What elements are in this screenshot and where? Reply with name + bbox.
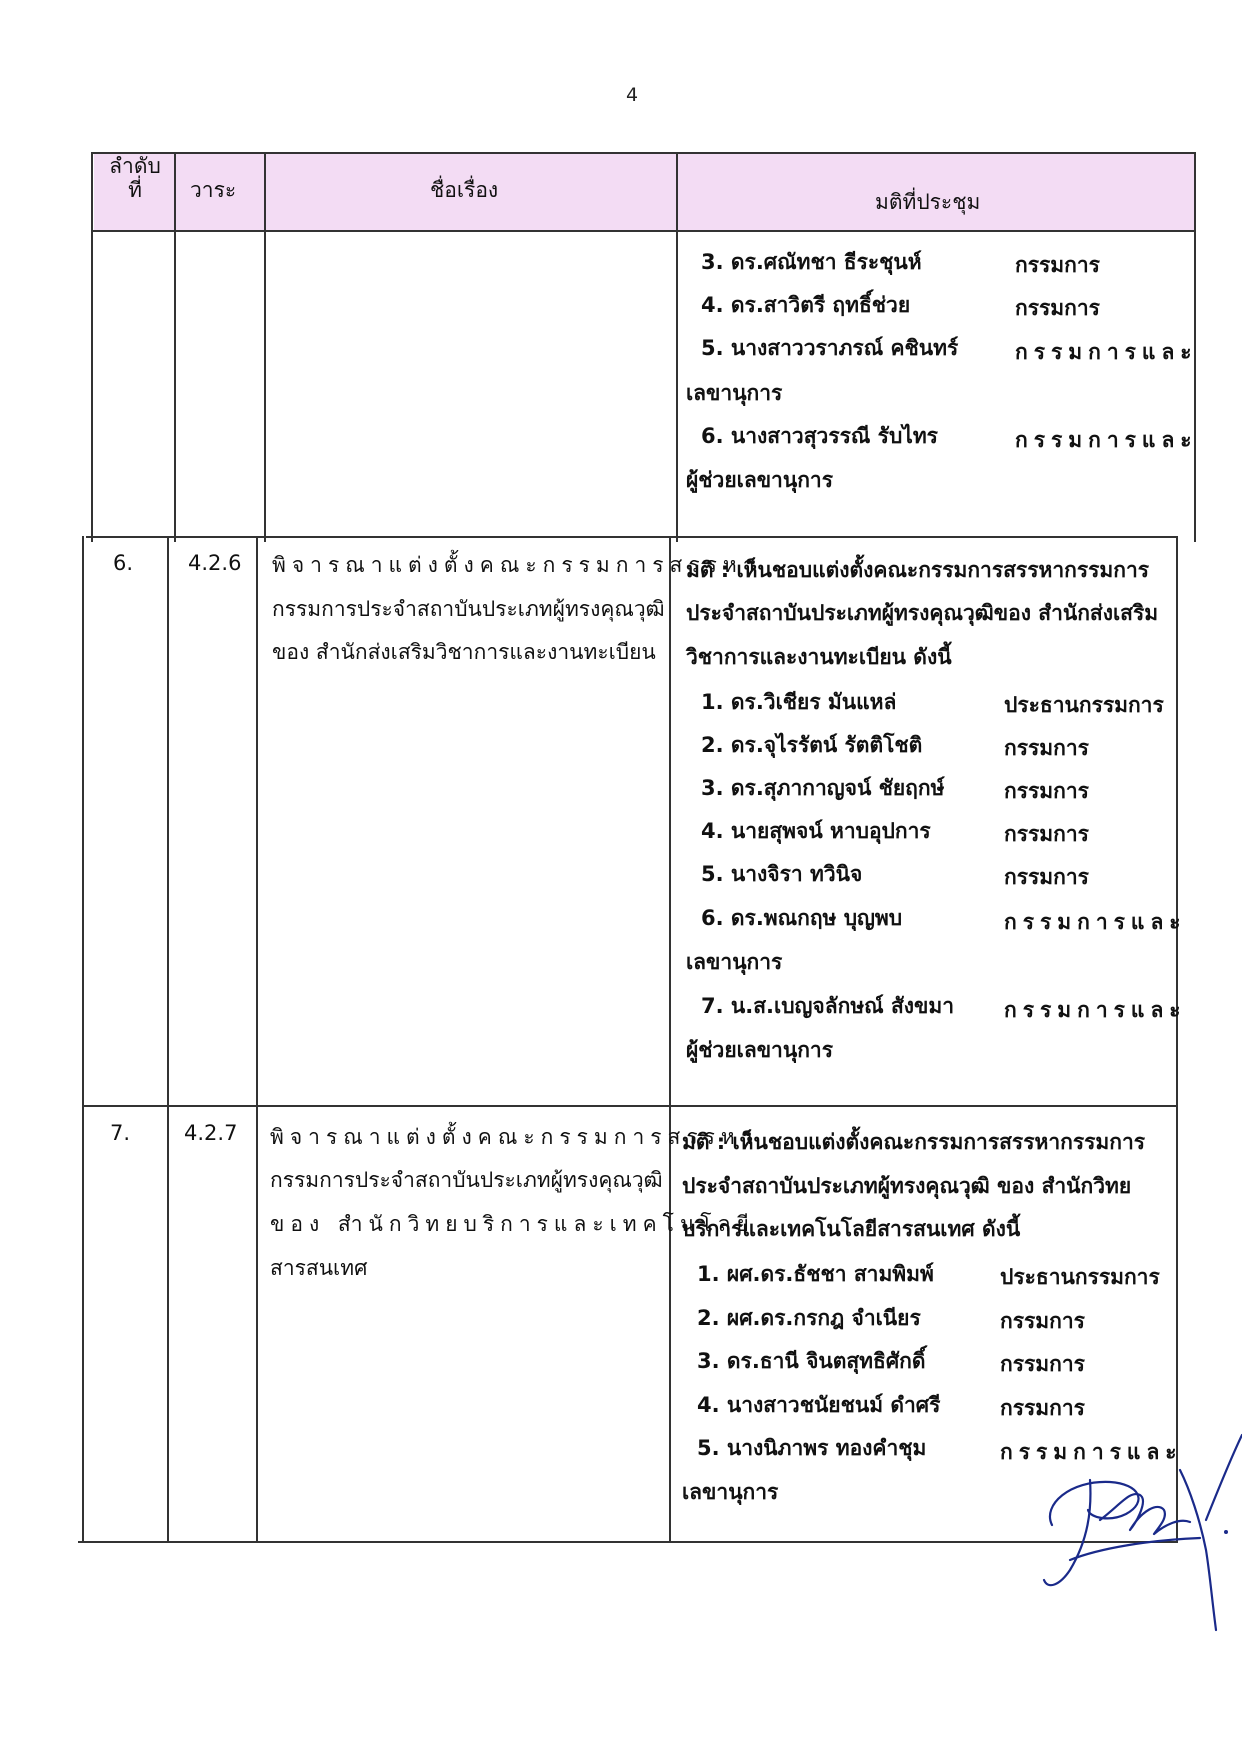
member-role: กรรมการและ xyxy=(1015,340,1198,364)
member-role: กรรมการ xyxy=(1004,865,1089,889)
member-role: กรรมการ xyxy=(1004,736,1089,760)
header-col-no-line1: ลำดับ xyxy=(109,154,161,178)
header-bottom-border xyxy=(92,230,1196,232)
member-name: 3. ดร.ธานี จินตสุทธิศักดิ์ xyxy=(697,1349,926,1373)
col-divider-agenda xyxy=(256,536,258,1543)
member-role: กรรมการ xyxy=(1004,822,1089,846)
handwritten-signature xyxy=(1030,1410,1242,1640)
member-role: กรรมการ xyxy=(1000,1309,1085,1333)
member-role-cont: เลขานุการ xyxy=(686,950,783,974)
member-name: 6. ดร.พณกฤษ บุญพบ xyxy=(701,906,903,930)
member-role-cont: ผู้ช่วยเลขานุการ xyxy=(686,468,833,492)
row-agenda: 4.2.7 xyxy=(184,1121,238,1145)
member-name: 2. ผศ.ดร.กรกฎ จำเนียร xyxy=(697,1306,921,1330)
table-left-border xyxy=(82,536,84,1543)
row-subject-line: สารสนเทศ xyxy=(270,1256,368,1280)
header-col-agenda: วาระ xyxy=(190,178,237,202)
row-subject-line: ของ สำนักส่งเสริมวิชาการและงานทะเบียน xyxy=(272,640,656,664)
member-name: 2. ดร.จุไรรัตน์ รัตติโชติ xyxy=(701,733,923,757)
table-header-background xyxy=(94,154,1194,230)
member-role: กรรมการ xyxy=(1000,1352,1085,1376)
member-role: ประธานกรรมการ xyxy=(1000,1265,1160,1289)
member-role: กรรมการและ xyxy=(1000,1440,1183,1464)
resolution-line: มติ : เห็นชอบแต่งตั้งคณะกรรมการสรรหากรรมการ xyxy=(686,558,1150,582)
row-divider xyxy=(86,536,1178,538)
row-no: 6. xyxy=(113,551,134,575)
row-subject-line: กรรมการประจำสถาบันประเภทผู้ทรงคุณวุฒิ xyxy=(270,1168,663,1192)
member-role: กรรมการ xyxy=(1015,296,1100,320)
member-role: ประธานกรรมการ xyxy=(1004,693,1164,717)
row-subject-line: กรรมการประจำสถาบันประเภทผู้ทรงคุณวุฒิ xyxy=(272,597,665,621)
member-name: 5. นางจิรา ทวินิจ xyxy=(701,862,863,886)
member-role-cont: เลขานุการ xyxy=(686,381,783,405)
member-role-cont: ผู้ช่วยเลขานุการ xyxy=(686,1038,833,1062)
member-name: 3. ดร.สุภากาญจน์ ชัยฤกษ์ xyxy=(701,776,945,800)
member-role-cont: เลขานุการ xyxy=(682,1480,779,1504)
resolution-line: ประจำสถาบันประเภทผู้ทรงคุณวุฒิของ สำนักส่งเสริม xyxy=(686,601,1159,625)
member-role: กรรมการ xyxy=(1015,253,1100,277)
col-divider-agenda xyxy=(264,152,266,542)
col-divider-subject xyxy=(676,152,678,542)
row-subject-line: พิจารณาแต่งตั้งคณะกรรมการสรรหา xyxy=(270,1125,759,1149)
member-role: กรรมการและ xyxy=(1015,428,1198,452)
member-name: 4. ดร.สาวิตรี ฤทธิ์ช่วย xyxy=(701,293,911,317)
resolution-line: มติ : เห็นชอบแต่งตั้งคณะกรรมการสรรหากรรมการ xyxy=(682,1130,1146,1154)
member-role: กรรมการ xyxy=(1004,779,1089,803)
member-role: กรรมการ xyxy=(1000,1396,1085,1420)
resolution-line: วิชาการและงานทะเบียน ดังนี้ xyxy=(686,645,952,669)
resolution-line: ประจำสถาบันประเภทผู้ทรงคุณวุฒิ ของ สำนักวิทย xyxy=(682,1174,1132,1198)
member-name: 5. นางนิภาพร ทองคำชุม xyxy=(697,1436,927,1460)
table-bottom-border xyxy=(78,1541,1178,1543)
member-role: กรรมการและ xyxy=(1004,998,1187,1022)
member-name: 1. ผศ.ดร.ธัชชา สามพิมพ์ xyxy=(697,1262,934,1286)
header-col-no-line2: ที่ xyxy=(128,178,142,202)
row-no: 7. xyxy=(110,1121,131,1145)
member-name: 6. นางสาวสุวรรณี รับไทร xyxy=(701,424,938,448)
member-role: กรรมการและ xyxy=(1004,910,1187,934)
member-name: 4. นางสาวชนัยชนม์ ดำศรี xyxy=(697,1393,941,1417)
member-name: 4. นายสุพจน์ หาบอุปการ xyxy=(701,819,931,843)
row-subject-line: ของ สำนักวิทยบริการและเทคโนโลยี xyxy=(270,1212,755,1236)
col-divider-no xyxy=(167,536,169,1543)
member-name: 5. นางสาววราภรณ์ คชินทร์ xyxy=(701,336,959,360)
header-col-no xyxy=(96,154,174,202)
row-subject-line: พิจารณาแต่งตั้งคณะกรรมการสรรหา xyxy=(272,553,761,577)
member-name: 3. ดร.ศณัทชา ธีระชุนห์ xyxy=(701,250,922,274)
member-name: 1. ดร.วิเชียร มันแหล่ xyxy=(701,690,897,714)
member-name: 7. น.ส.เบญจลักษณ์ สังขมา xyxy=(701,994,955,1018)
header-col-resolution: มติที่ประชุม xyxy=(875,190,981,214)
table-top-border xyxy=(92,152,1196,154)
row-divider xyxy=(82,1105,1176,1107)
col-divider-subject xyxy=(669,536,671,1543)
table-left-border xyxy=(91,152,93,542)
col-divider-no xyxy=(174,152,176,542)
page-number: 4 xyxy=(626,84,639,106)
resolution-line: บริการและเทคโนโลยีสารสนเทศ ดังนี้ xyxy=(682,1217,1021,1241)
header-col-subject: ชื่อเรื่อง xyxy=(430,178,499,202)
table-right-border xyxy=(1176,536,1178,1543)
row-agenda: 4.2.6 xyxy=(188,551,242,575)
